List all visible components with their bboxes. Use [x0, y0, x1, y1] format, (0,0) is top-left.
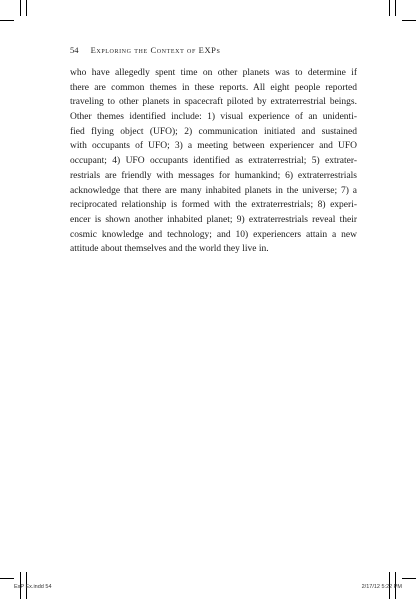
slug-timestamp: 2/17/12 5:22 PM: [361, 584, 402, 590]
crop-mark-top-right-1: [389, 0, 390, 16]
text-line: with occupants of UFO; 3) a meeting between experiencer and UFO: [70, 141, 357, 152]
text-line: attitude about themselves and the world they live in.: [70, 244, 269, 255]
text-line: cosmic knowledge and technology; and 10) experiencers attain a new: [70, 229, 357, 240]
running-head: [70, 44, 360, 56]
crop-mark-top-left-2: [26, 0, 27, 16]
running-title: Exploring the Context of EXPs: [90, 45, 221, 55]
text-line: fied flying object (UFO); 2) communication initiated and sustained: [70, 126, 357, 137]
crop-mark-bottom-left-3: [0, 578, 14, 579]
text-line: Other themes identified include: 1) visual experience of an unidenti-: [70, 112, 357, 123]
crop-mark-top-right-3: [402, 20, 416, 21]
text-line: encer is shown another inhabited planet; 9) extraterrestrials reveal their: [70, 214, 357, 225]
crop-mark-top-left-3: [0, 20, 14, 21]
crop-mark-bottom-right-3: [402, 578, 416, 579]
text-line: there are common themes in these reports. All eight people reported: [70, 82, 357, 93]
crop-mark-top-left-1: [20, 0, 21, 16]
slug-file-name: ExP Ex.indd 54: [14, 584, 52, 590]
text-line: occupant; 4) UFO occupants identified as extraterrestrial; 5) extrater-: [70, 156, 357, 167]
text-line: traveling to other planets in spacecraft piloted by extraterrestrial beings.: [70, 97, 357, 108]
text-line: reciprocated relationship is formed with the extraterrestrials; 8) experi-: [70, 200, 357, 211]
page-number: 54: [70, 45, 79, 55]
text-line: restrials are friendly with messages for humankind; 6) extraterrestrials: [70, 170, 357, 181]
text-line: acknowledge that there are many inhabited planets in the universe; 7) a: [70, 185, 357, 196]
body-paragraph: [70, 66, 357, 257]
text-line: who have allegedly spent time on other planets was to determine if: [70, 68, 357, 78]
crop-mark-top-right-2: [395, 0, 396, 16]
